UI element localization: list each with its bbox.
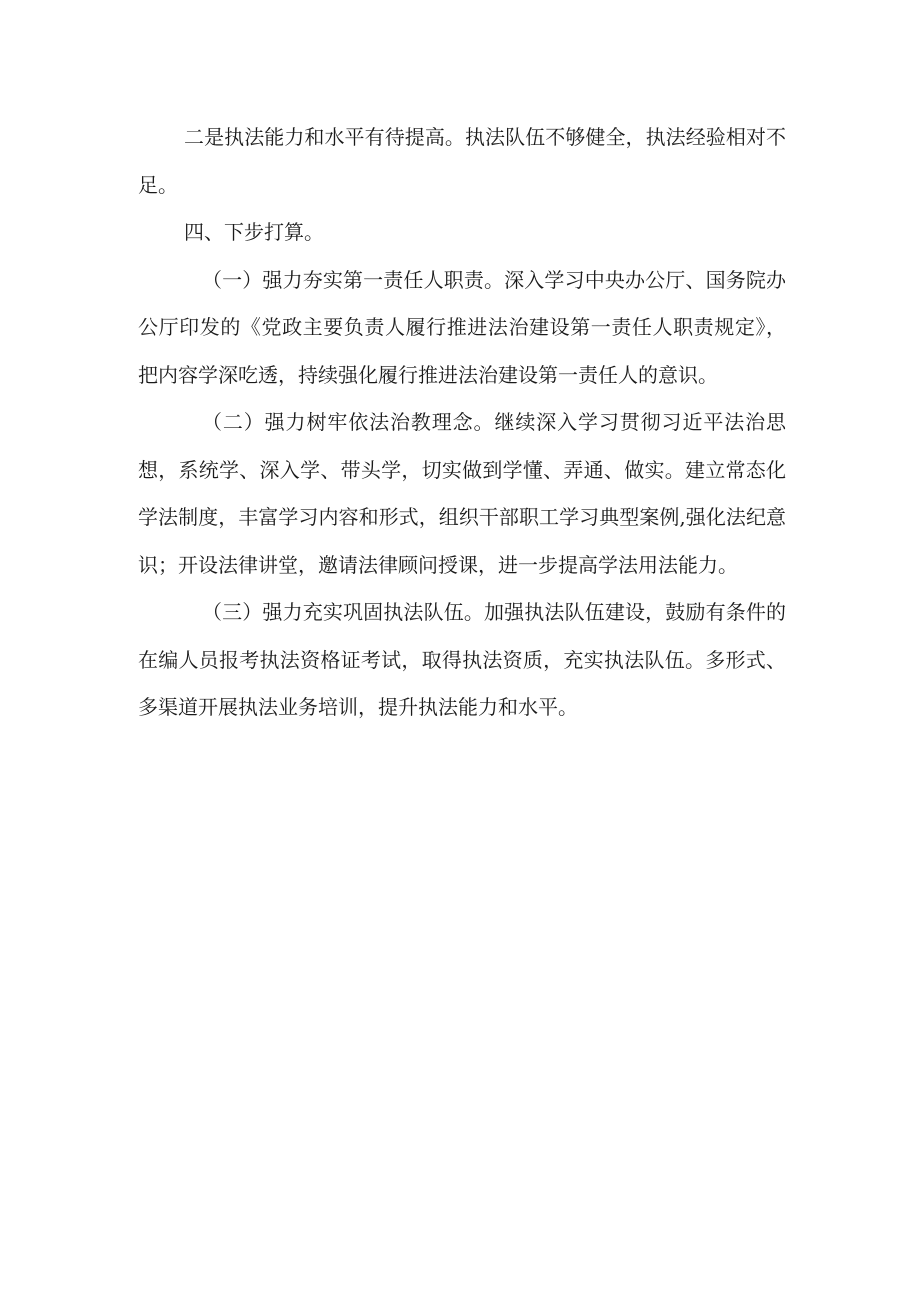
paragraph-first-responsibility: （一）强力夯实第一责任人职责。深入学习中央办公厅、国务院办公厅印发的《党政主要负责人履行推进法治建设第一责任人职责规定》，把内容学深吃透，持续强化履行推进法治建设第一责任人的意识。 [138,267,786,387]
paragraph-rule-of-law-education: （二）强力树牢依法治教理念。继续深入学习贯彻习近平法治思想，系统学、深入学、带头学，切实做到学懂、弄通、做实。建立常态化学法制度，丰富学习内容和形式，组织干部职工学习典型案例,强化法纪意识；开设法律讲堂，邀请法律顾问授课，进一步提高学法用法能力。 [138,410,786,577]
section-heading-next-steps: 四、下步打算。 [184,220,324,244]
paragraph-enforcement-team: （三）强力充实巩固执法队伍。加强执法队伍建设，鼓励有条件的在编人员报考执法资格证考试，取得执法资质，充实执法队伍。多形式、多渠道开展执法业务培训，提升执法能力和水平。 [138,600,786,719]
document-body [138,114,786,732]
paragraph-enforcement-capacity: 二是执法能力和水平有待提高。执法队伍不够健全，执法经验相对不足。 [138,125,786,197]
